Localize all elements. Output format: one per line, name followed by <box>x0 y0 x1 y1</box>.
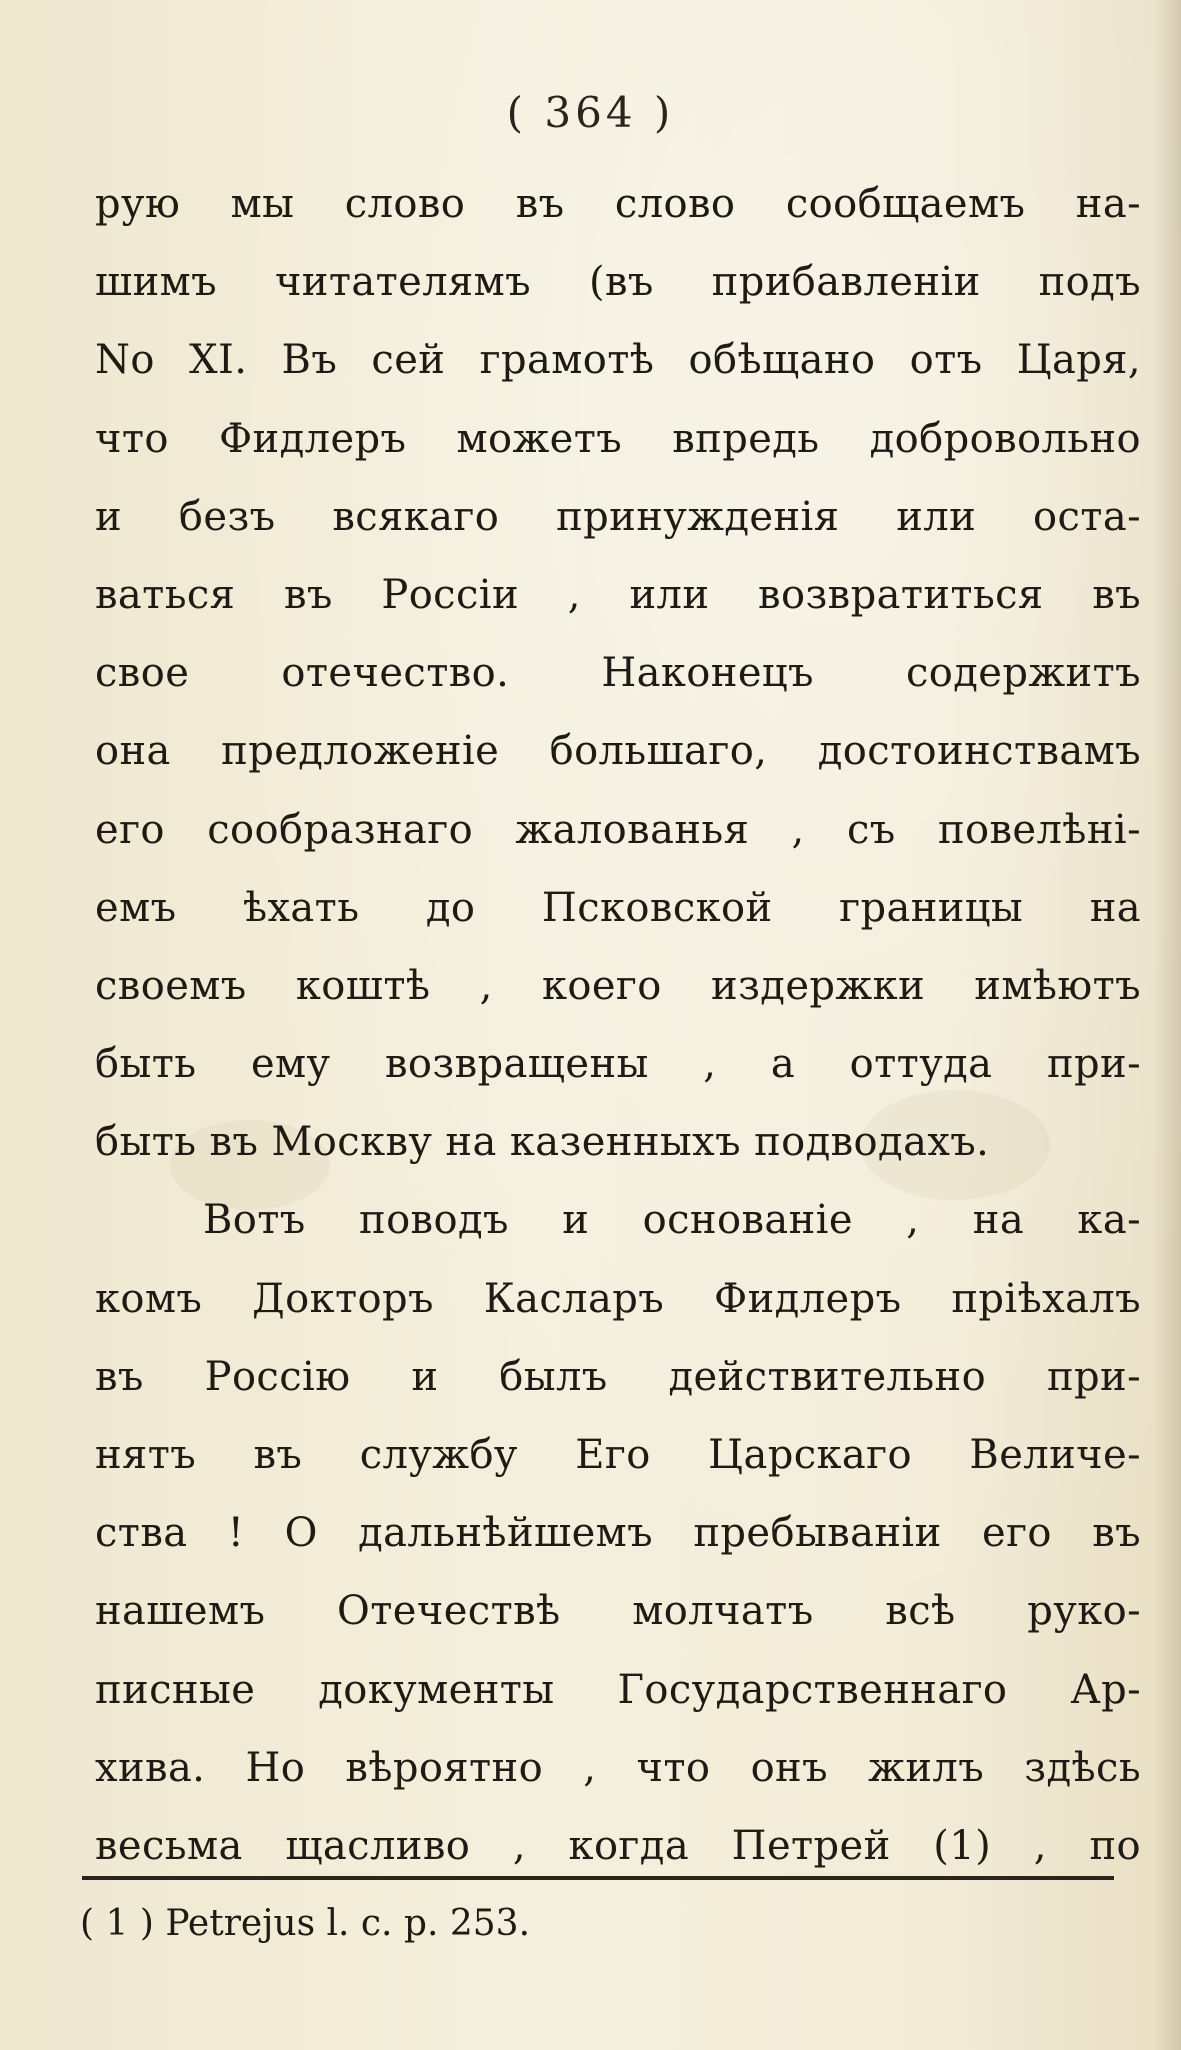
text-line: и безъ всякаго принужденія или оста- <box>95 493 1141 540</box>
text-line: шимъ читателямъ (въ прибавленіи подъ <box>95 259 1141 306</box>
text-line: ства ! О дальнѣйшемъ пребываніи его въ <box>95 1510 1141 1557</box>
footnote: ( 1 ) Petrejus l. c. p. 253. <box>80 1903 531 1944</box>
footnote-rule <box>82 1876 1114 1880</box>
text-line: емъ ѣхать до Псковской границы на <box>95 884 1141 931</box>
text-line: писные документы Государственнаго Ар- <box>95 1666 1141 1713</box>
text-line: быть ему возвращены , а оттуда при- <box>95 1041 1141 1088</box>
text-line: ваться въ Россіи , или возвратиться въ <box>95 571 1141 618</box>
text-line: свое отечество. Наконецъ содержитъ <box>95 650 1141 697</box>
page-number: ( 364 ) <box>506 88 675 137</box>
text-line: Вотъ поводъ и основаніе , на ка- <box>203 1197 1141 1244</box>
text-line: въ Россію и былъ действительно при- <box>95 1353 1141 1400</box>
text-line: рую мы слово въ слово сообщаемъ на- <box>95 181 1141 227</box>
text-line: нятъ въ службу Его Царскаго Величе- <box>95 1432 1141 1478</box>
text-line: весьма щасливо , когда Петрей (1) , по <box>95 1822 1141 1869</box>
text-line: комъ Докторъ Касларъ Фидлеръ пріѣхалъ <box>95 1275 1141 1322</box>
text-line: хива. Но вѣроятно , что онъ жилъ здѣсь <box>95 1744 1141 1791</box>
body-text <box>95 165 1141 1885</box>
text-line: своемъ коштѣ , коего издержки имѣютъ <box>95 962 1141 1009</box>
text-line: быть въ Москву на казенныхъ подводахъ. <box>95 1119 990 1166</box>
text-line: что Фидлеръ можетъ впредь добровольно <box>95 415 1141 462</box>
page-edge-shadow <box>1153 0 1181 2050</box>
text-line: она предложеніе большаго, достоинствамъ <box>95 728 1141 775</box>
text-line: нашемъ Отечествѣ молчатъ всѣ руко- <box>95 1588 1141 1635</box>
text-line: его сообразнаго жалованья , съ повелѣні- <box>95 806 1141 853</box>
text-line: No XI. Въ сей грамотѣ обѣщано отъ Царя, <box>95 337 1141 384</box>
